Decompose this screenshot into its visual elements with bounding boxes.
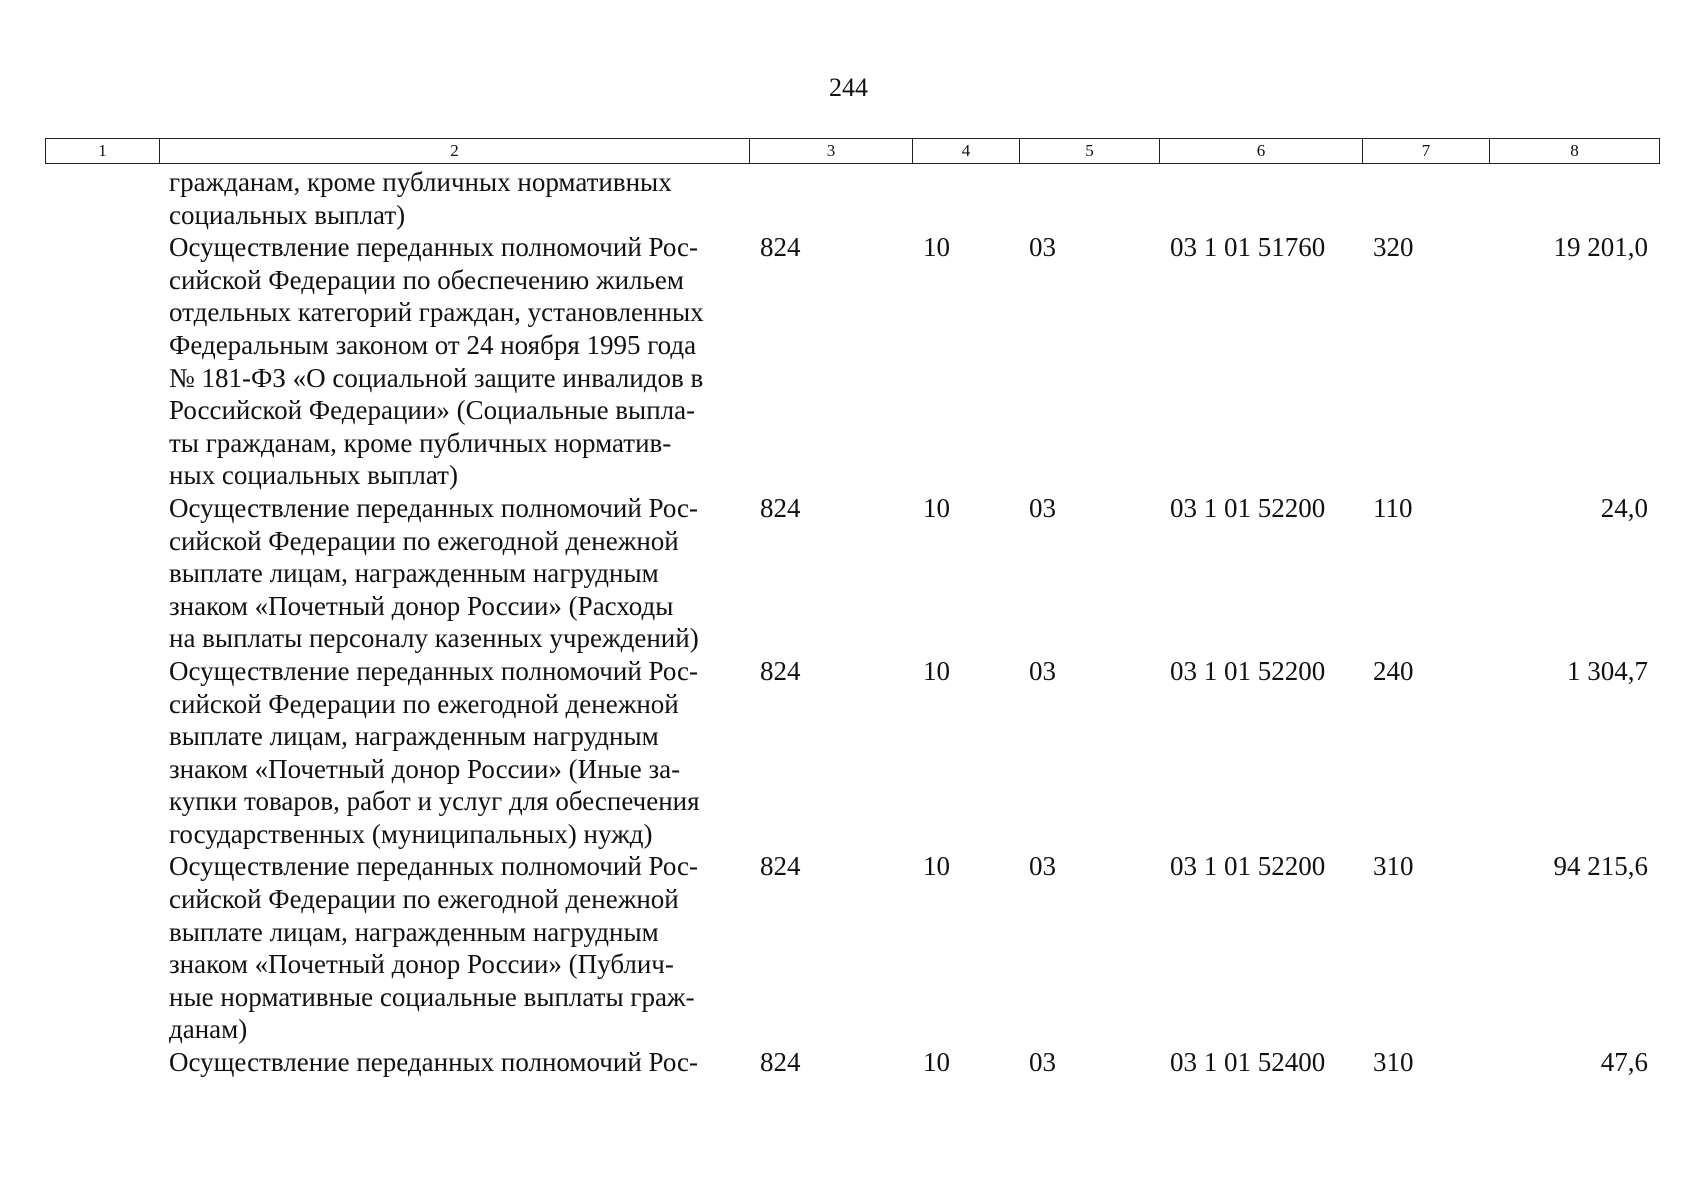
page-number: 244 — [829, 73, 868, 102]
row-amount: 24,0 — [1600, 492, 1648, 523]
row-section-code: 10 — [923, 655, 950, 686]
row-amount: 94 215,6 — [1553, 851, 1648, 882]
row-amount: 19 201,0 — [1553, 232, 1648, 263]
row-subsection-code: 03 — [1029, 492, 1056, 523]
table-row — [45, 492, 1659, 655]
row-expense-type: 110 — [1373, 492, 1413, 523]
row-subsection-code: 03 — [1029, 232, 1056, 263]
row-target-code — [1159, 166, 1362, 231]
row-description: Осуществление переданных полномочий Рос- сийской Федерации по обеспечению жильем отдельных категорий граждан, установленных Федеральным законом от 24 ноября 1995 года № 181-ФЗ «О социальной защите инвалидов в Российской Федерации» (Социальные выпла- ты гражданам, кроме публичных норматив- ных социальных выплат) — [169, 232, 704, 491]
column-number-header — [45, 138, 1660, 164]
row-grbs-code: 824 — [760, 851, 801, 882]
table-row — [45, 1046, 1659, 1079]
row-grbs-code: 824 — [760, 1047, 801, 1078]
row-description: Осуществление переданных полномочий Рос- сийской Федерации по ежегодной денежной выплате лицам, награжденным нагрудным знаком «Почетный донор России» (Публич- ные нормативные социальные выплаты граж- данам) — [169, 851, 699, 1045]
row-grbs-code — [749, 166, 912, 231]
table-row — [45, 231, 1659, 492]
row-expense-type — [1362, 166, 1489, 231]
row-description: Осуществление переданных полномочий Рос- сийской Федерации по ежегодной денежной выплате лицам, награжденным нагрудным знаком «Почетный донор России» (Расходы на выплаты персоналу казенных учреждений) — [169, 492, 699, 654]
row-subsection-code: 03 — [1029, 1047, 1056, 1078]
column-number-8: 8 — [1490, 139, 1660, 164]
row-grbs-code: 824 — [760, 232, 801, 263]
row-description: Осуществление переданных полномочий Рос- — [169, 1047, 699, 1078]
row-section-code: 10 — [923, 851, 950, 882]
column-number-6: 6 — [1160, 139, 1363, 164]
column-number-7: 7 — [1363, 139, 1490, 164]
row-amount: 47,6 — [1600, 1047, 1648, 1078]
column-number-4: 4 — [913, 139, 1020, 164]
row-section-code — [912, 166, 1019, 231]
row-target-code: 03 1 01 51760 — [1170, 232, 1326, 263]
row-description: Осуществление переданных полномочий Рос- сийской Федерации по ежегодной денежной выплате лицам, награжденным нагрудным знаком «Почетный донор России» (Иные за- купки товаров, работ и услуг для обеспечения государственных (муниципальных) нужд) — [169, 655, 700, 849]
column-number-3: 3 — [750, 139, 913, 164]
table-row — [45, 850, 1659, 1046]
row-expense-type: 240 — [1373, 655, 1414, 686]
row-description: гражданам, кроме публичных нормативных социальных выплат) — [169, 167, 672, 230]
column-number-5: 5 — [1020, 139, 1160, 164]
row-expense-type: 320 — [1373, 232, 1414, 263]
row-grbs-code: 824 — [760, 655, 801, 686]
row-target-code: 03 1 01 52400 — [1170, 1047, 1326, 1078]
table-row — [45, 655, 1659, 851]
row-grbs-code: 824 — [760, 492, 801, 523]
row-target-code: 03 1 01 52200 — [1170, 851, 1326, 882]
row-amount: 1 304,7 — [1567, 655, 1648, 686]
row-expense-type: 310 — [1373, 1047, 1414, 1078]
row-subsection-code — [1019, 166, 1159, 231]
row-expense-type: 310 — [1373, 851, 1414, 882]
row-subsection-code: 03 — [1029, 655, 1056, 686]
budget-table — [45, 166, 1659, 1079]
column-number-2: 2 — [160, 139, 750, 164]
row-section-code: 10 — [923, 232, 950, 263]
row-amount — [1489, 166, 1659, 231]
row-section-code: 10 — [923, 492, 950, 523]
row-target-code: 03 1 01 52200 — [1170, 492, 1326, 523]
row-subsection-code: 03 — [1029, 851, 1056, 882]
table-row — [45, 166, 1659, 231]
column-number-1: 1 — [46, 139, 160, 164]
row-target-code: 03 1 01 52200 — [1170, 655, 1326, 686]
row-section-code: 10 — [923, 1047, 950, 1078]
